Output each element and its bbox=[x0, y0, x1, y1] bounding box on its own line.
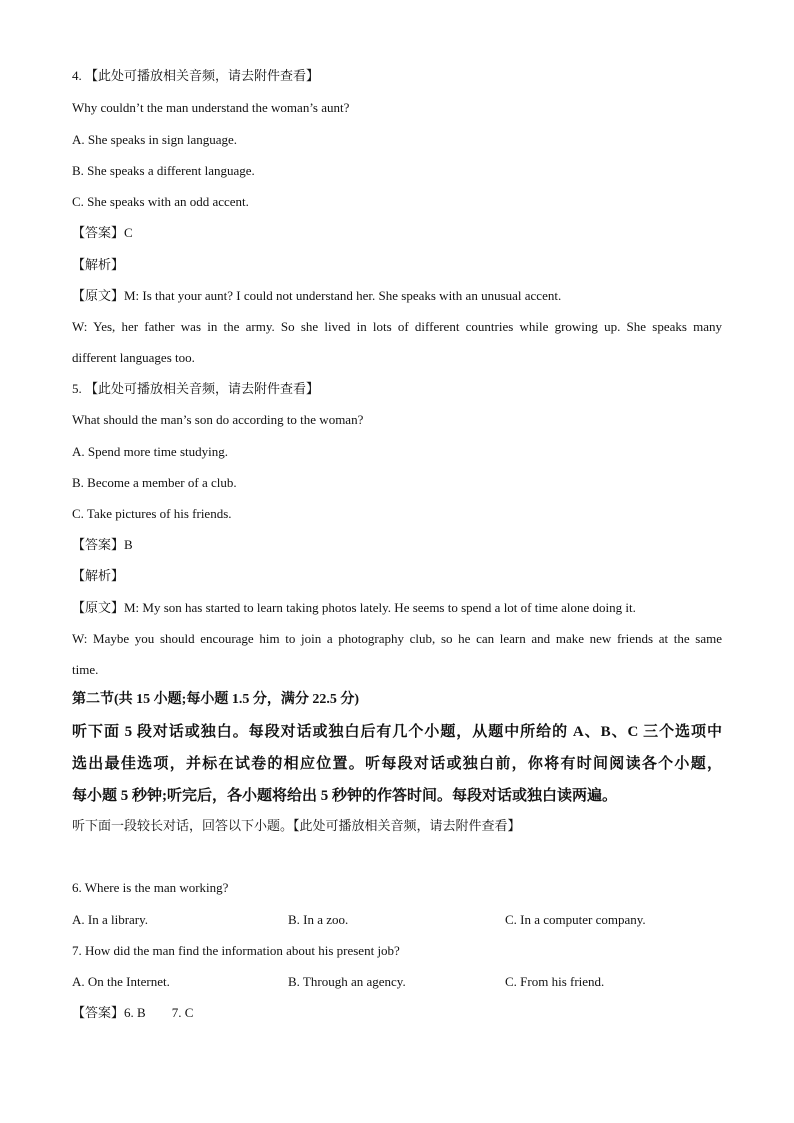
q5-option-a: A. Spend more time studying. bbox=[72, 444, 228, 459]
q4-question: Why couldn’t the man understand the woman’s aunt? bbox=[72, 100, 350, 115]
answers-6-7 bbox=[72, 1005, 193, 1021]
q7-option-c: C. From his friend. bbox=[505, 974, 605, 989]
q7-question: 7. How did the man find the information about his present job? bbox=[72, 943, 400, 958]
answer-7: 7. C bbox=[171, 1005, 194, 1020]
q6-question: 6. Where is the man working? bbox=[72, 880, 229, 895]
q5-transcript-1: 【原文】M: My son has started to learn taking photos lately. He seems to spend a lot of time alone doing it. bbox=[72, 600, 636, 615]
q5-analysis: 【解析】 bbox=[72, 568, 125, 583]
q4-header: 4. 【此处可播放相关音频，请去附件查看】 bbox=[72, 68, 320, 83]
q7-option-b: B. Through an agency. bbox=[288, 974, 406, 989]
q4-transcript-1: 【原文】M: Is that your aunt? I could not understand her. She speaks with an unusual accent. bbox=[72, 288, 562, 303]
q4-option-c: C. She speaks with an odd accent. bbox=[72, 194, 249, 209]
section2-instructions-1: 听下面 5 段对话或独白。每段对话或独白后有几个小题，从题中所给的 A、B、C 三个选项中 bbox=[72, 724, 722, 740]
q5-header: 5. 【此处可播放相关音频，请去附件查看】 bbox=[72, 381, 320, 396]
q4-analysis: 【解析】 bbox=[72, 257, 125, 272]
q5-option-c: C. Take pictures of his friends. bbox=[72, 506, 232, 521]
section2-instructions-3: 每小题 5 秒钟;听完后，各小题将给出 5 秒钟的作答时间。每段对话或独白读两遍。 bbox=[72, 788, 617, 804]
q5-transcript-2: W: Maybe you should encourage him to join a photography club, so he can learn and make new friends at the same bbox=[72, 631, 722, 646]
answer-6: 6. B bbox=[124, 1005, 146, 1020]
section2-instructions-2: 选出最佳选项，并标在试卷的相应位置。听每段对话或独白前，你将有时间阅读各个小题， bbox=[72, 756, 722, 772]
q5-question: What should the man’s son do according to the woman? bbox=[72, 412, 364, 427]
q4-option-b: B. She speaks a different language. bbox=[72, 163, 255, 178]
q4-option-a: A. She speaks in sign language. bbox=[72, 132, 238, 147]
q6-option-b: B. In a zoo. bbox=[288, 912, 349, 927]
section2-lead: 听下面一段较长对话，回答以下小题。【此处可播放相关音频，请去附件查看】 bbox=[72, 818, 521, 833]
q7-option-a: A. On the Internet. bbox=[72, 974, 170, 989]
q6-option-c: C. In a computer company. bbox=[505, 912, 646, 927]
q4-transcript-3: different languages too. bbox=[72, 350, 195, 365]
section2-title: 第二节(共 15 小题;每小题 1.5 分，满分 22.5 分) bbox=[72, 692, 359, 707]
q4-transcript-2: W: Yes, her father was in the army. So she lived in lots of different countries while growing up. She speaks many bbox=[72, 319, 722, 334]
answers-label: 【答案】 bbox=[72, 1005, 125, 1020]
q4-answer: 【答案】C bbox=[72, 225, 133, 240]
q6-option-a: A. In a library. bbox=[72, 912, 149, 927]
q5-answer: 【答案】B bbox=[72, 537, 133, 552]
q5-transcript-3: time. bbox=[72, 662, 99, 677]
q5-option-b: B. Become a member of a club. bbox=[72, 475, 237, 490]
